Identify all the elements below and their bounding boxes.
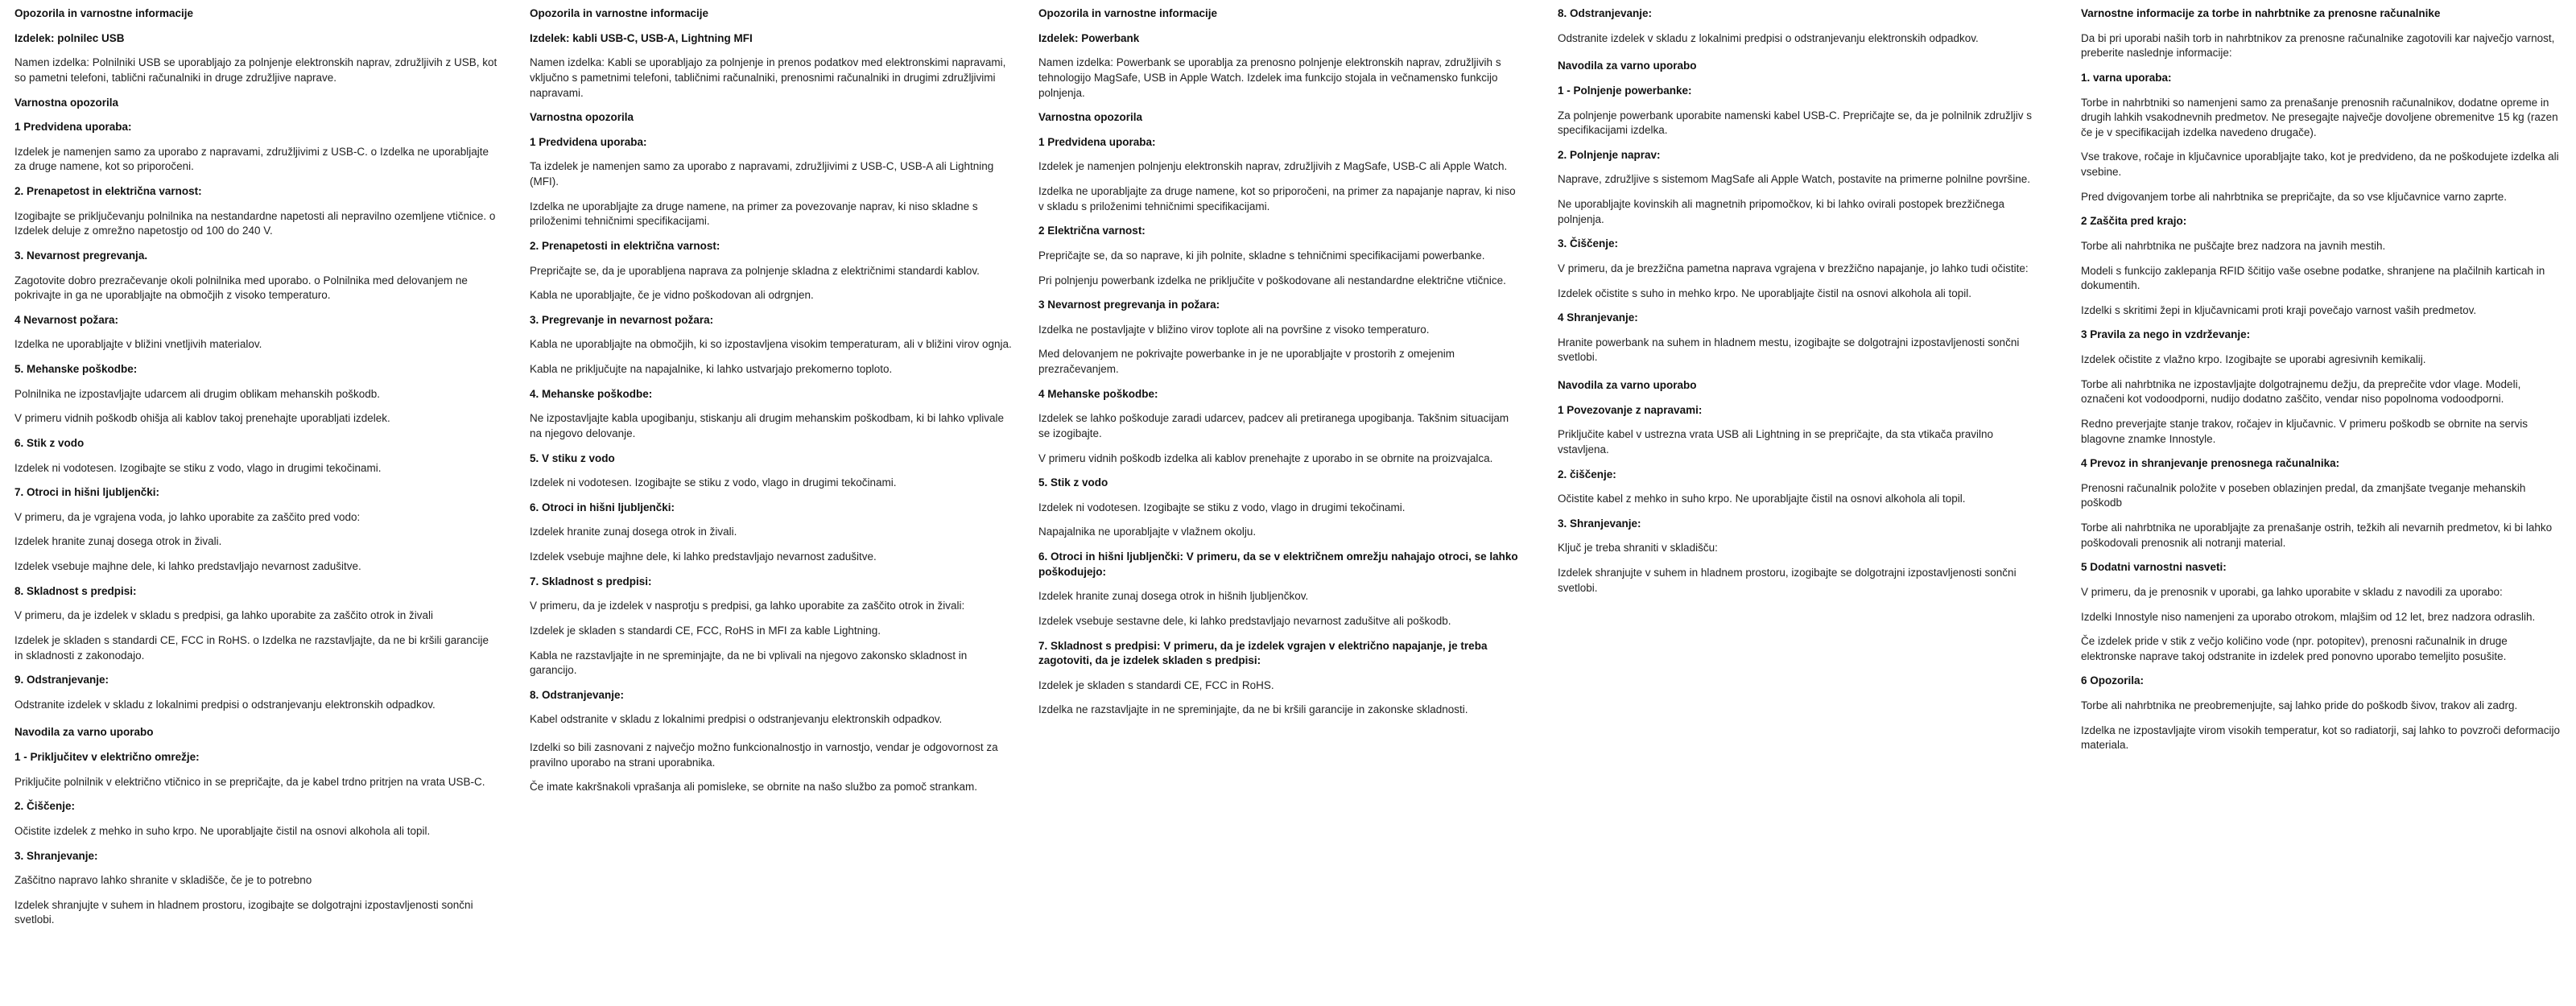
paragraph: Izdelek hranite zunaj dosega otrok in hišnih ljubljenčkov. bbox=[1038, 590, 1309, 603]
paragraph: V primeru vidnih poškodb izdelka ali kablov prenehajte z uporabo in se obrnite na proizvajalca. bbox=[1038, 451, 1493, 464]
paragraph: Izdelek hranite zunaj dosega otrok in živali. bbox=[530, 526, 737, 538]
section-heading: Navodila za varno uporabo bbox=[1558, 60, 1697, 72]
section-heading: 3 Pravila za nego in vzdrževanje: bbox=[2081, 328, 2251, 341]
paragraph: Izdelka ne uporabljajte v bližini vnetljivih materialov. bbox=[14, 338, 262, 351]
paragraph: Izdelek je skladen s standardi CE, FCC, RoHS in MFI za kable Lightning. bbox=[530, 624, 881, 637]
paragraph: Izdelek je skladen s standardi CE, FCC in RoHS. bbox=[1038, 678, 1274, 691]
paragraph: Kabla ne razstavljajte in ne spreminjajte, da ne bi vplivali na njegovo zakonsko skladnost in garancijo. bbox=[530, 649, 968, 677]
paragraph: Izdelek vsebuje majhne dele, ki lahko predstavljajo nevarnost zadušitve. bbox=[14, 560, 361, 572]
paragraph: Kabla ne uporabljajte, če je vidno poškodovan ali odrgnjen. bbox=[530, 289, 814, 302]
paragraph: Kabla ne priključujte na napajalnike, ki lahko ustvarjajo prekomerno toploto. bbox=[530, 363, 893, 375]
section-heading: 3. Nevarnost pregrevanja. bbox=[14, 249, 148, 262]
section-heading: 3 Nevarnost pregrevanja in požara: bbox=[1038, 299, 1220, 311]
paragraph: Ta izdelek je namenjen samo za uporabo z napravami, združljivimi z USB-C, USB-A ali Lightning (MFI). bbox=[530, 160, 994, 188]
paragraph: Izdelek ni vodotesen. Izogibajte se stiku z vodo, vlago in drugimi tekočinami. bbox=[14, 461, 382, 474]
paragraph: Izdelek ni vodotesen. Izogibajte se stiku z vodo, vlago in drugimi tekočinami. bbox=[1038, 501, 1406, 513]
paragraph: Vse trakove, ročaje in ključavnice uporabljajte tako, kot je predvideno, da ne poškodujete izdelka ali vsebine. bbox=[2081, 150, 2559, 178]
paragraph: Izdelki Innostyle niso namenjeni za uporabo otrokom, mlajšim od 12 let, brez nadzora odraslih. bbox=[2081, 610, 2536, 623]
paragraph: Zaščitno napravo lahko shranite v skladišče, če je to potrebno bbox=[14, 874, 312, 887]
section-heading: 1. varna uporaba: bbox=[2081, 71, 2172, 84]
text-column bbox=[2081, 6, 2561, 763]
paragraph: Če imate kakršnakoli vprašanja ali pomisleke, se obrnite na našo službo za pomoč strankam. bbox=[530, 781, 978, 794]
paragraph: Pred dvigovanjem torbe ali nahrbtnika se prepričajte, da so vse ključavnice varno zaprte. bbox=[2081, 190, 2508, 203]
paragraph: Odstranite izdelek v skladu z lokalnimi predpisi o odstranjevanju elektronskih odpadkov. bbox=[14, 698, 436, 711]
section-heading: 6. Otroci in hišni ljubljenčki: bbox=[530, 501, 675, 513]
paragraph: Izdelek vsebuje majhne dele, ki lahko predstavljajo nevarnost zadušitve. bbox=[530, 550, 877, 563]
paragraph: Izogibajte se priključevanju polnilnika na nestandardne napetosti ali nepravilno ozemljene vtičnice. o Izdelek deluje z omrežno napetostjo od 100 do 240 V. bbox=[14, 209, 496, 237]
paragraph: V primeru vidnih poškodb ohišja ali kablov takoj prenehajte uporabljati izdelek. bbox=[14, 412, 390, 425]
section-heading: 6. Otroci in hišni ljubljenčki: V primeru, da se v električnem omrežju nahajajo otroci, se lahko poškodujejo: bbox=[1038, 550, 1518, 578]
paragraph: Če izdelek pride v stik z večjo količino vode (npr. potopitev), prenosni računalnik in druge elektronske naprave takoj odstranite in izdelek pred ponovno uporabo temeljito posušite. bbox=[2081, 635, 2508, 662]
section-heading: Varnostna opozorila bbox=[1038, 111, 1143, 124]
section-heading: 3. Čiščenje: bbox=[1558, 237, 1619, 250]
section-heading: Varnostna opozorila bbox=[530, 111, 634, 124]
paragraph: Kabla ne uporabljajte na območjih, ki so izpostavljena visokim temperaturam, ali v bližini virov ognja. bbox=[530, 338, 1012, 351]
section-heading: 2. Prenapetosti in električna varnost: bbox=[530, 239, 720, 252]
paragraph: Očistite kabel z mehko in suho krpo. Ne uporabljajte čistil na osnovi alkohola ali topil. bbox=[1558, 493, 1966, 505]
paragraph: Odstranite izdelek v skladu z lokalnimi predpisi o odstranjevanju elektronskih odpadkov. bbox=[1558, 31, 1979, 44]
paragraph: Modeli s funkcijo zaklepanja RFID ščitijo vaše osebne podatke, shranjene na plačilnih karticah in dokumentih. bbox=[2081, 264, 2545, 292]
section-heading: 9. Odstranjevanje: bbox=[14, 674, 109, 686]
paragraph: Namen izdelka: Polnilniki USB se uporabljajo za polnjenje elektronskih naprav, združljivih z USB, kot so pametni telefoni, tablični računalniki in druge združljive naprave. bbox=[14, 56, 497, 84]
section-heading: Varnostna opozorila bbox=[14, 96, 119, 109]
section-heading: Opozorila in varnostne informacije bbox=[14, 7, 194, 19]
paragraph: Redno preverjajte stanje trakov, ročajev in ključavnic. V primeru poškodb se obrnite na servis blagovne znamke Innostyle. bbox=[2081, 417, 2529, 445]
paragraph: Ključ je treba shraniti v skladišču: bbox=[1558, 542, 1718, 555]
paragraph: Izdelek je namenjen samo za uporabo z napravami, združljivimi z USB-C. o Izdelka ne uporabljajte za druge namene, kot so priporočeni. bbox=[14, 145, 489, 173]
paragraph: Prepričajte se, da je uporabljena naprava za polnjenje skladna z električnimi standardi kablov. bbox=[530, 264, 980, 277]
paragraph: Torbe ali nahrbtnika ne uporabljajte za prenašanje ostrih, težkih ali nevarnih predmetov, ki bi lahko poškodovali prenosnik ali notranji material. bbox=[2081, 522, 2553, 549]
paragraph: Izdelek se lahko poškoduje zaradi udarcev, padcev ali pretiranega upogibanja. Takšnim situacijam se izogibajte. bbox=[1038, 412, 1509, 439]
section-heading: 2. čiščenje: bbox=[1558, 468, 1616, 480]
section-heading: 2. Prenapetost in električna varnost: bbox=[14, 185, 202, 197]
section-heading: Navodila za varno uporabo bbox=[14, 726, 154, 739]
section-heading: 1 Predvidena uporaba: bbox=[1038, 135, 1156, 148]
section-heading: 4 Prevoz in shranjevanje prenosnega računalnika: bbox=[2081, 457, 2340, 470]
paragraph: V primeru, da je brezžična pametna naprava vgrajena v brezžično napajanje, jo lahko tudi očistite: bbox=[1558, 262, 2029, 274]
section-heading: 7. Skladnost s predpisi: bbox=[530, 575, 652, 588]
section-heading: 2. Polnjenje naprav: bbox=[1558, 148, 1661, 161]
section-heading: 1 Predvidena uporaba: bbox=[14, 121, 132, 134]
paragraph: Kabel odstranite v skladu z lokalnimi predpisi o odstranjevanju elektronskih odpadkov. bbox=[530, 713, 943, 726]
text-column bbox=[14, 6, 497, 938]
paragraph: Izdelki so bili zasnovani z največjo možno funkcionalnostjo in varnostjo, vendar je odgovornost za pravilno uporabo na strani uporabnika. bbox=[530, 741, 998, 769]
section-heading: Varnostne informacije za torbe in nahrbtnike za prenosne računalnike bbox=[2081, 7, 2441, 19]
paragraph: Priključite polnilnik v električno vtičnico in se prepričajte, da je kabel trdno pritrjen na vrata USB-C. bbox=[14, 775, 485, 788]
section-heading: 1 Povezovanje z napravami: bbox=[1558, 403, 1703, 416]
paragraph: V primeru, da je prenosnik v uporabi, ga lahko uporabite v skladu z navodili za uporabo: bbox=[2081, 585, 2503, 598]
paragraph: V primeru, da je vgrajena voda, jo lahko uporabite za zaščito pred vodo: bbox=[14, 510, 361, 523]
paragraph: Torbe ali nahrbtnika ne izpostavljajte dolgotrajnemu dežju, da preprečite vdor vlage. Modeli, označeni kot vodoodporni, nudijo dodatno zaščito, vendar niso popolnoma vodoodporni. bbox=[2081, 377, 2521, 406]
section-heading: 7. Skladnost s predpisi: V primeru, da je izdelek vgrajen v električno napajanje, je treba zagotoviti, da je izdelek skladen s predpisi: bbox=[1038, 639, 1488, 667]
section-heading: 4. Mehanske poškodbe: bbox=[530, 387, 653, 400]
paragraph: Prepričajte se, da so naprave, ki jih polnite, skladne s tehničnimi specifikacijami powerbanke. bbox=[1038, 249, 1485, 262]
paragraph: Zagotovite dobro prezračevanje okoli polnilnika med uporabo. o Polnilnika med delovanjem ne pokrivajte in ga ne uporabljajte na območjih z visoko temperaturo. bbox=[14, 274, 468, 302]
paragraph: Pri polnjenju powerbank izdelka ne priključite v poškodovane ali nestandardne električne vtičnice. bbox=[1038, 274, 1506, 287]
paragraph: V primeru, da je izdelek v skladu s predpisi, ga lahko uporabite za zaščito otrok in živali bbox=[14, 609, 434, 622]
section-heading: Opozorila in varnostne informacije bbox=[530, 7, 709, 19]
section-heading: 4 Nevarnost požara: bbox=[14, 313, 119, 326]
paragraph: Med delovanjem ne pokrivajte powerbanke in je ne uporabljajte v prostorih z omejenim prezračevanjem. bbox=[1038, 348, 1455, 375]
paragraph: Izdelki s skritimi žepi in ključavnicami proti kraji povečajo varnost vaših predmetov. bbox=[2081, 303, 2477, 316]
text-column bbox=[530, 6, 1013, 805]
section-heading: 4 Shranjevanje: bbox=[1558, 311, 1638, 324]
section-heading: 5 Dodatni varnostni nasveti: bbox=[2081, 561, 2227, 574]
section-heading: 8. Odstranjevanje: bbox=[530, 688, 625, 701]
paragraph: Torbe ali nahrbtnika ne preobremenjujte, saj lahko pride do poškodb šivov, trakov ali zadrg. bbox=[2081, 699, 2518, 711]
paragraph: V primeru, da je izdelek v nasprotju s predpisi, ga lahko uporabite za zaščito otrok in živali: bbox=[530, 600, 965, 612]
section-heading: 3. Shranjevanje: bbox=[1558, 517, 1641, 530]
paragraph: Prenosni računalnik položite v poseben oblazinjen predal, da zmanjšate tveganje mehanskih poškodb bbox=[2081, 481, 2526, 509]
paragraph: Polnilnika ne izpostavljajte udarcem ali drugim oblikam mehanskih poškodb. bbox=[14, 387, 380, 400]
section-heading: 1 - Polnjenje powerbanke: bbox=[1558, 84, 1692, 97]
section-heading: 4 Mehanske poškodbe: bbox=[1038, 387, 1158, 400]
paragraph: Izdelka ne postavljajte v bližino virov toplote ali na površine z visoko temperaturo. bbox=[1038, 323, 1430, 336]
paragraph: Da bi pri uporabi naših torb in nahrbtnikov za prenosne računalnike zagotovili kar največjo varnost, preberite naslednje informacije: bbox=[2081, 31, 2555, 60]
paragraph: Namen izdelka: Kabli se uporabljajo za polnjenje in prenos podatkov med elektronskimi napravami, vključno s pametnimi telefoni, tabličnimi računalniki, prenosnimi računalniki in drugimi združljivimi napravami. bbox=[530, 56, 1006, 99]
paragraph: Izdelek ni vodotesen. Izogibajte se stiku z vodo, vlago in drugimi tekočinami. bbox=[530, 476, 897, 489]
paragraph: Namen izdelka: Powerbank se uporablja za prenosno polnjenje elektronskih naprav, združljivih s tehnologijo MagSafe, USB in Apple Watch. Izdelek ima funkcijo stojala in večnamensko funkcijo polnjenja. bbox=[1038, 56, 1501, 99]
section-heading: 8. Odstranjevanje: bbox=[1558, 7, 1653, 19]
section-heading: 5. Stik z vodo bbox=[1038, 476, 1108, 489]
paragraph: Izdelek je skladen s standardi CE, FCC in RoHS. o Izdelka ne razstavljajte, da ne bi kršili garancije in skladnosti z zakonodajo. bbox=[14, 633, 489, 662]
paragraph: Torbe ali nahrbtnika ne puščajte brez nadzora na javnih mestih. bbox=[2081, 239, 2386, 252]
section-heading: 1 - Priključitev v električno omrežje: bbox=[14, 751, 200, 763]
paragraph: Izdelek očistite z vlažno krpo. Izogibajte se uporabi agresivnih kemikalij. bbox=[2081, 353, 2426, 365]
paragraph: Izdelek očistite s suho in mehko krpo. Ne uporabljajte čistil na osnovi alkohola ali topil. bbox=[1558, 287, 1972, 299]
paragraph: Ne izpostavljajte kabla upogibanju, stiskanju ali drugim mehanskim poškodbam, ki bi lahko vplivale na njegovo delovanje. bbox=[530, 412, 1005, 439]
paragraph: Očistite izdelek z mehko in suho krpo. Ne uporabljajte čistil na osnovi alkohola ali topil. bbox=[14, 824, 431, 837]
section-heading: 2 Električna varnost: bbox=[1038, 225, 1146, 237]
paragraph: Izdelek shranjujte v suhem in hladnem prostoru, izogibajte se dolgotrajni izpostavljenosti sončni svetlobi. bbox=[1558, 567, 2017, 594]
text-column bbox=[1558, 6, 2041, 605]
paragraph: Torbe in nahrbtniki so namenjeni samo za prenašanje prenosnih računalnikov, dodatne opreme in drugih lahkih vsakodnevnih predmetov. Ne presegajte največje dovoljene obremenitve 15 kg (razen če je v specifikacijah izdelka navedeno drugače). bbox=[2081, 96, 2558, 138]
paragraph: Za polnjenje powerbank uporabite namenski kabel USB-C. Prepričajte se, da je polnilnik združljiv s specifikacijami izdelka. bbox=[1558, 109, 2033, 137]
paragraph: Izdelek hranite zunaj dosega otrok in živali. bbox=[14, 535, 222, 548]
section-heading: 7. Otroci in hišni ljubljenčki: bbox=[14, 486, 160, 499]
paragraph: Izdelek shranjujte v suhem in hladnem prostoru, izogibajte se dolgotrajni izpostavljenosti sončni svetlobi. bbox=[14, 898, 473, 926]
section-heading: 5. Mehanske poškodbe: bbox=[14, 363, 138, 375]
section-heading: Izdelek: Powerbank bbox=[1038, 31, 1140, 44]
section-heading: Opozorila in varnostne informacije bbox=[1038, 7, 1218, 19]
section-heading: Navodila za varno uporabo bbox=[1558, 379, 1697, 391]
paragraph: Hranite powerbank na suhem in hladnem mestu, izogibajte se dolgotrajni izpostavljenosti sončni svetlobi. bbox=[1558, 336, 2020, 364]
section-heading: Izdelek: kabli USB-C, USB-A, Lightning MFI bbox=[530, 31, 753, 44]
paragraph: Izdelek vsebuje sestavne dele, ki lahko predstavljajo nevarnost zadušitve ali poškodb. bbox=[1038, 614, 1451, 627]
section-heading: 2. Čiščenje: bbox=[14, 800, 76, 813]
paragraph: Napajalnika ne uporabljajte v vlažnem okolju. bbox=[1038, 526, 1257, 538]
paragraph: Ne uporabljajte kovinskih ali magnetnih pripomočkov, ki bi lahko ovirali postopek brezžičnega polnjenja. bbox=[1558, 198, 2005, 225]
paragraph: Izdelka ne razstavljajte in ne spreminjajte, da ne bi kršili garancije in zakonske skladnosti. bbox=[1038, 703, 1468, 716]
section-heading: 6. Stik z vodo bbox=[14, 436, 85, 449]
text-column bbox=[1038, 6, 1521, 728]
section-heading: 1 Predvidena uporaba: bbox=[530, 135, 647, 148]
section-heading: 3. Shranjevanje: bbox=[14, 849, 98, 862]
section-heading: 5. V stiku z vodo bbox=[530, 451, 615, 464]
section-heading: Izdelek: polnilec USB bbox=[14, 31, 125, 44]
paragraph: Izdelka ne uporabljajte za druge namene, na primer za povezovanje naprav, ki niso skladne s priloženimi tehničnimi specifikacijami. bbox=[530, 200, 978, 228]
section-heading: 6 Opozorila: bbox=[2081, 674, 2145, 687]
section-heading: 8. Skladnost s predpisi: bbox=[14, 584, 137, 597]
paragraph: Priključite kabel v ustrezna vrata USB ali Lightning in se prepričajte, da sta vtikača pravilno vstavljena. bbox=[1558, 428, 1994, 456]
paragraph: Naprave, združljive s sistemom MagSafe ali Apple Watch, postavite na primerne polnilne površine. bbox=[1558, 173, 2031, 186]
paragraph: Izdelek je namenjen polnjenju elektronskih naprav, združljivih z MagSafe, USB-C ali Apple Watch. bbox=[1038, 160, 1508, 173]
paragraph: Izdelka ne izpostavljajte virom visokih temperatur, kot so radiatorji, saj lahko to povzroči deformacijo materiala. bbox=[2081, 724, 2561, 752]
section-heading: 3. Pregrevanje in nevarnost požara: bbox=[530, 313, 714, 326]
paragraph: Izdelka ne uporabljajte za druge namene, kot so priporočeni, na primer za napajanje naprav, ki niso v skladu s priloženimi tehničnimi specifikacijami. bbox=[1038, 185, 1516, 212]
section-heading: 2 Zaščita pred krajo: bbox=[2081, 215, 2187, 228]
